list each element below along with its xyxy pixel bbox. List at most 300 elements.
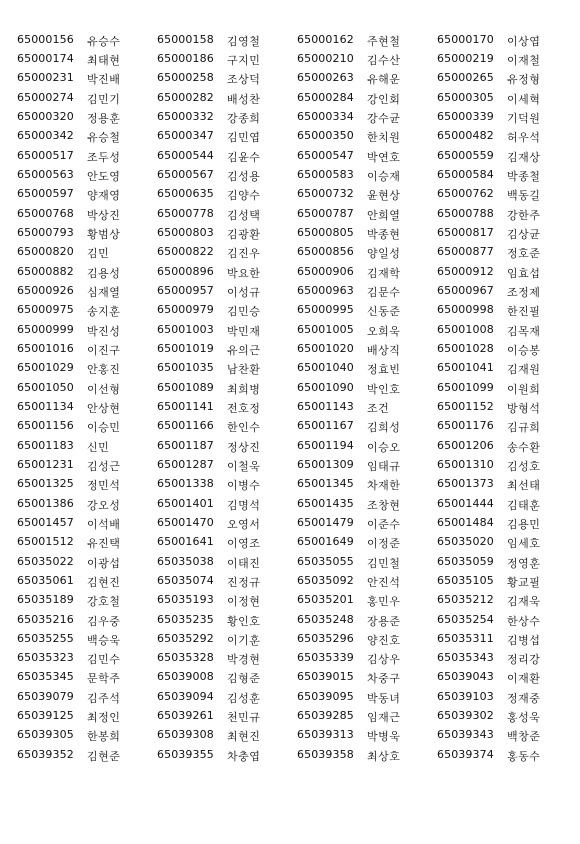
employee-name: 한상수 [507, 614, 541, 628]
roster-row [17, 727, 565, 746]
employee-id: 65035296 [297, 631, 354, 645]
employee-name: 이준수 [367, 517, 401, 531]
employee-name: 김윤수 [227, 150, 261, 164]
employee-id: 65039308 [157, 728, 214, 742]
employee-id: 65001457 [17, 515, 74, 529]
roster-entry [17, 419, 157, 435]
employee-name: 김민철 [367, 556, 401, 570]
roster-entry [297, 439, 437, 455]
employee-id: 65001512 [17, 535, 74, 549]
roster-entry [157, 110, 297, 126]
employee-name: 송지훈 [87, 305, 121, 319]
roster-entry [437, 284, 565, 300]
employee-id: 65035254 [437, 612, 494, 626]
employee-id: 65039358 [297, 747, 354, 761]
employee-name: 황인호 [227, 614, 261, 628]
employee-id: 65001041 [437, 361, 494, 375]
roster-entry [437, 187, 565, 203]
employee-id: 65001206 [437, 438, 494, 452]
employee-id: 65000597 [17, 187, 74, 201]
roster-entry [437, 516, 565, 532]
roster-entry [297, 33, 437, 49]
employee-id: 65000793 [17, 225, 74, 239]
employee-name: 조창현 [367, 498, 401, 512]
roster-entry [437, 748, 565, 764]
employee-name: 김민수 [87, 653, 121, 667]
employee-id: 65000186 [157, 51, 214, 65]
employee-id: 65035061 [17, 573, 74, 587]
roster-entry [437, 207, 565, 223]
employee-id: 65000762 [437, 187, 494, 201]
employee-name: 김재학 [367, 266, 401, 280]
employee-id: 65000482 [437, 129, 494, 143]
roster-row [17, 379, 565, 398]
employee-name: 이태진 [227, 556, 261, 570]
employee-id: 65001020 [297, 341, 354, 355]
employee-name: 김영철 [227, 34, 261, 48]
roster-entry [157, 265, 297, 281]
employee-id: 65035343 [437, 651, 494, 665]
employee-name: 최현진 [227, 730, 261, 744]
employee-id: 65001435 [297, 496, 354, 510]
employee-id: 65001231 [17, 457, 74, 471]
roster-entry [17, 187, 157, 203]
employee-name: 임효섭 [507, 266, 541, 280]
roster-row [17, 707, 565, 726]
employee-name: 강한주 [507, 208, 541, 222]
employee-name: 홍동수 [507, 749, 541, 763]
employee-name: 방형석 [507, 401, 541, 415]
employee-id: 65000995 [297, 303, 354, 317]
roster-entry [157, 323, 297, 339]
employee-id: 65000156 [17, 32, 74, 46]
employee-name: 박민재 [227, 324, 261, 338]
employee-id: 65035212 [437, 593, 494, 607]
roster-row [17, 688, 565, 707]
employee-id: 65001143 [297, 399, 354, 413]
roster-entry [17, 168, 157, 184]
roster-entry [17, 245, 157, 261]
employee-name: 이승봉 [507, 343, 541, 357]
employee-id: 65035022 [17, 554, 74, 568]
employee-id: 65039352 [17, 747, 74, 761]
roster-row [17, 224, 565, 243]
employee-name: 이재환 [507, 672, 541, 686]
roster-entry [297, 497, 437, 513]
employee-id: 65001373 [437, 477, 494, 491]
employee-id: 65000732 [297, 187, 354, 201]
roster-entry [437, 593, 565, 609]
employee-name: 이원희 [507, 382, 541, 396]
employee-name: 황교필 [507, 575, 541, 589]
roster-row [17, 418, 565, 437]
employee-id: 65000320 [17, 109, 74, 123]
employee-name: 신민 [87, 440, 110, 454]
employee-name: 정효빈 [367, 363, 401, 377]
roster-row [17, 746, 565, 765]
roster-entry [17, 149, 157, 165]
employee-id: 65000584 [437, 167, 494, 181]
roster-row [17, 398, 565, 417]
employee-id: 65001152 [437, 399, 494, 413]
roster-row [17, 50, 565, 69]
employee-name: 차중구 [367, 672, 401, 686]
roster-entry [437, 555, 565, 571]
employee-id: 65001089 [157, 380, 214, 394]
employee-id: 65000158 [157, 32, 214, 46]
roster-entry [17, 91, 157, 107]
employee-name: 박동녀 [367, 691, 401, 705]
roster-entry [157, 748, 297, 764]
employee-name: 정재중 [507, 691, 541, 705]
roster-entry [17, 690, 157, 706]
roster-entry [297, 323, 437, 339]
employee-id: 65001309 [297, 457, 354, 471]
employee-id: 65000820 [17, 245, 74, 259]
employee-name: 김우중 [87, 614, 121, 628]
employee-id: 65001484 [437, 515, 494, 529]
roster-entry [437, 439, 565, 455]
roster-entry [297, 477, 437, 493]
employee-id: 65000263 [297, 71, 354, 85]
roster-entry [297, 535, 437, 551]
roster-entry [157, 71, 297, 87]
roster-row [17, 108, 565, 127]
employee-name: 김목재 [507, 324, 541, 338]
employee-id: 65035020 [437, 535, 494, 549]
employee-name: 김현진 [87, 575, 121, 589]
employee-name: 조건 [367, 401, 390, 415]
employee-id: 65000635 [157, 187, 214, 201]
roster-entry [157, 129, 297, 145]
employee-id: 65001028 [437, 341, 494, 355]
roster-entry [297, 361, 437, 377]
employee-name: 임재근 [367, 711, 401, 725]
roster-entry [157, 613, 297, 629]
employee-name: 전호정 [227, 401, 261, 415]
roster-entry [437, 52, 565, 68]
employee-name: 이세혁 [507, 92, 541, 106]
employee-id: 65000803 [157, 225, 214, 239]
employee-name: 정리강 [507, 653, 541, 667]
employee-name: 김성근 [87, 459, 121, 473]
employee-name: 김현준 [87, 749, 121, 763]
roster-entry [17, 574, 157, 590]
employee-name: 윤현상 [367, 189, 401, 203]
roster-entry [437, 651, 565, 667]
employee-name: 유해운 [367, 73, 401, 87]
employee-id: 65000975 [17, 303, 74, 317]
roster-entry [437, 33, 565, 49]
employee-name: 장용준 [367, 614, 401, 628]
employee-name: 김희성 [367, 421, 401, 435]
roster-entry [437, 477, 565, 493]
employee-name: 배성찬 [227, 92, 261, 106]
employee-name: 유의근 [227, 343, 261, 357]
roster-entry [17, 728, 157, 744]
employee-id: 65000822 [157, 245, 214, 259]
roster-entry [157, 187, 297, 203]
employee-id: 65039343 [437, 728, 494, 742]
roster-entry [437, 381, 565, 397]
roster-entry [157, 400, 297, 416]
employee-name: 안상현 [87, 401, 121, 415]
employee-id: 65035311 [437, 631, 494, 645]
employee-id: 65001401 [157, 496, 214, 510]
roster-row [17, 669, 565, 688]
roster-entry [17, 632, 157, 648]
employee-id: 65001187 [157, 438, 214, 452]
roster-entry [297, 709, 437, 725]
employee-name: 이승재 [367, 169, 401, 183]
employee-name: 정호준 [507, 247, 541, 261]
roster-entry [297, 207, 437, 223]
roster-row [17, 186, 565, 205]
roster-row [17, 244, 565, 263]
employee-name: 이영조 [227, 537, 261, 551]
employee-name: 이광섭 [87, 556, 121, 570]
employee-name: 김성호 [507, 459, 541, 473]
roster-entry [297, 728, 437, 744]
roster-entry [297, 226, 437, 242]
roster-entry [157, 458, 297, 474]
roster-entry [297, 555, 437, 571]
employee-id: 65000778 [157, 206, 214, 220]
employee-name: 김성택 [227, 208, 261, 222]
employee-name: 박경현 [227, 653, 261, 667]
roster-entry [17, 516, 157, 532]
roster-row [17, 147, 565, 166]
employee-name: 이성규 [227, 285, 261, 299]
employee-id: 65001479 [297, 515, 354, 529]
employee-name: 박진배 [87, 73, 121, 87]
employee-id: 65001008 [437, 322, 494, 336]
employee-id: 65000999 [17, 322, 74, 336]
roster-entry [157, 477, 297, 493]
roster-entry [157, 33, 297, 49]
employee-id: 65000882 [17, 264, 74, 278]
roster-entry [297, 245, 437, 261]
roster-entry [157, 168, 297, 184]
roster-row [17, 282, 565, 301]
employee-name: 박종철 [507, 169, 541, 183]
employee-id: 65035339 [297, 651, 354, 665]
employee-name: 유정형 [507, 73, 541, 87]
employee-id: 65000768 [17, 206, 74, 220]
employee-name: 김규희 [507, 421, 541, 435]
employee-name: 김양수 [227, 189, 261, 203]
employee-id: 65039313 [297, 728, 354, 742]
roster-entry [437, 91, 565, 107]
employee-name: 박인호 [367, 382, 401, 396]
roster-entry [157, 670, 297, 686]
roster-entry [157, 419, 297, 435]
employee-name: 강호철 [87, 595, 121, 609]
employee-name: 김재원 [507, 363, 541, 377]
employee-name: 박진성 [87, 324, 121, 338]
employee-name: 정영훈 [507, 556, 541, 570]
roster-entry [157, 709, 297, 725]
employee-id: 65001386 [17, 496, 74, 510]
employee-name: 유승수 [87, 34, 121, 48]
roster-entry [17, 593, 157, 609]
employee-name: 박요한 [227, 266, 261, 280]
employee-name: 이상엽 [507, 34, 541, 48]
employee-name: 이정준 [367, 537, 401, 551]
roster-entry [157, 690, 297, 706]
employee-name: 양재영 [87, 189, 121, 203]
employee-id: 65035216 [17, 612, 74, 626]
roster-row [17, 263, 565, 282]
employee-id: 65000559 [437, 148, 494, 162]
employee-id: 65035189 [17, 593, 74, 607]
employee-id: 65001649 [297, 535, 354, 549]
employee-name: 김상균 [507, 227, 541, 241]
roster-entry [437, 342, 565, 358]
employee-name: 오영서 [227, 517, 261, 531]
roster-entry [17, 381, 157, 397]
roster-entry [157, 535, 297, 551]
roster-row [17, 553, 565, 572]
roster-entry [437, 149, 565, 165]
employee-id: 65000265 [437, 71, 494, 85]
roster-entry [297, 71, 437, 87]
roster-row [17, 340, 565, 359]
roster-entry [17, 361, 157, 377]
employee-id: 65001040 [297, 361, 354, 375]
employee-name: 김민엽 [227, 131, 261, 145]
roster-entry [297, 651, 437, 667]
employee-id: 65000805 [297, 225, 354, 239]
employee-id: 65000967 [437, 283, 494, 297]
roster-entry [157, 207, 297, 223]
employee-name: 진정규 [227, 575, 261, 589]
roster-entry [17, 670, 157, 686]
employee-id: 65000567 [157, 167, 214, 181]
employee-id: 65035248 [297, 612, 354, 626]
employee-id: 65001444 [437, 496, 494, 510]
employee-name: 김재상 [507, 150, 541, 164]
employee-name: 홍민우 [367, 595, 401, 609]
employee-name: 한봉희 [87, 730, 121, 744]
employee-name: 홍성욱 [507, 711, 541, 725]
employee-id: 65000174 [17, 51, 74, 65]
employee-name: 김용민 [507, 517, 541, 531]
employee-name: 이병수 [227, 479, 261, 493]
employee-id: 65000787 [297, 206, 354, 220]
employee-name: 이철욱 [227, 459, 261, 473]
roster-entry [297, 129, 437, 145]
employee-name: 허우석 [507, 131, 541, 145]
employee-id: 65000517 [17, 148, 74, 162]
employee-name: 김성훈 [227, 691, 261, 705]
employee-name: 임세호 [507, 537, 541, 551]
employee-name: 신동준 [367, 305, 401, 319]
employee-id: 65035235 [157, 612, 214, 626]
employee-name: 김명석 [227, 498, 261, 512]
roster-entry [297, 748, 437, 764]
employee-id: 65001470 [157, 515, 214, 529]
employee-id: 65039095 [297, 689, 354, 703]
employee-name: 이진구 [87, 343, 121, 357]
employee-id: 65035345 [17, 670, 74, 684]
roster-row [17, 592, 565, 611]
employee-id: 65000305 [437, 90, 494, 104]
employee-name: 박연호 [367, 150, 401, 164]
employee-name: 박종현 [367, 227, 401, 241]
roster-entry [17, 535, 157, 551]
employee-name: 강종희 [227, 111, 261, 125]
employee-id: 65000877 [437, 245, 494, 259]
employee-name: 유승철 [87, 131, 121, 145]
roster-entry [157, 593, 297, 609]
employee-id: 65001338 [157, 477, 214, 491]
roster-entry [297, 670, 437, 686]
employee-name: 박상진 [87, 208, 121, 222]
employee-id: 65000282 [157, 90, 214, 104]
roster-entry [157, 651, 297, 667]
employee-id: 65000347 [157, 129, 214, 143]
employee-id: 65000258 [157, 71, 214, 85]
employee-name: 백승욱 [87, 633, 121, 647]
employee-id: 65000906 [297, 264, 354, 278]
roster-entry [157, 52, 297, 68]
roster-entry [297, 187, 437, 203]
employee-id: 65000926 [17, 283, 74, 297]
employee-id: 65001194 [297, 438, 354, 452]
employee-name: 김재욱 [507, 595, 541, 609]
employee-id: 65035105 [437, 573, 494, 587]
employee-name: 심재열 [87, 285, 121, 299]
employee-id: 65000547 [297, 148, 354, 162]
roster-row [17, 495, 565, 514]
employee-name: 유진택 [87, 537, 121, 551]
employee-name: 이석배 [87, 517, 121, 531]
roster-entry [17, 33, 157, 49]
employee-name: 박병욱 [367, 730, 401, 744]
roster-entry [17, 555, 157, 571]
employee-id: 65001029 [17, 361, 74, 375]
employee-id: 65001325 [17, 477, 74, 491]
roster-entry [17, 439, 157, 455]
roster-entry [297, 381, 437, 397]
roster-entry [17, 303, 157, 319]
employee-name: 안홍진 [87, 363, 121, 377]
roster-entry [17, 284, 157, 300]
roster-entry [437, 226, 565, 242]
employee-id: 65035038 [157, 554, 214, 568]
roster-entry [297, 168, 437, 184]
employee-name: 이기훈 [227, 633, 261, 647]
roster-row [17, 31, 565, 50]
roster-entry [437, 613, 565, 629]
roster-entry [17, 265, 157, 281]
employee-name: 김민기 [87, 92, 121, 106]
employee-name: 이선형 [87, 382, 121, 396]
roster-entry [437, 71, 565, 87]
employee-id: 65000170 [437, 32, 494, 46]
roster-entry [17, 400, 157, 416]
employee-name: 강오성 [87, 498, 121, 512]
employee-id: 65000162 [297, 32, 354, 46]
roster-entry [17, 129, 157, 145]
employee-name: 배상직 [367, 343, 401, 357]
employee-id: 65000563 [17, 167, 74, 181]
roster-entry [157, 381, 297, 397]
employee-id: 65000957 [157, 283, 214, 297]
roster-row [17, 650, 565, 669]
employee-name: 천민규 [227, 711, 261, 725]
